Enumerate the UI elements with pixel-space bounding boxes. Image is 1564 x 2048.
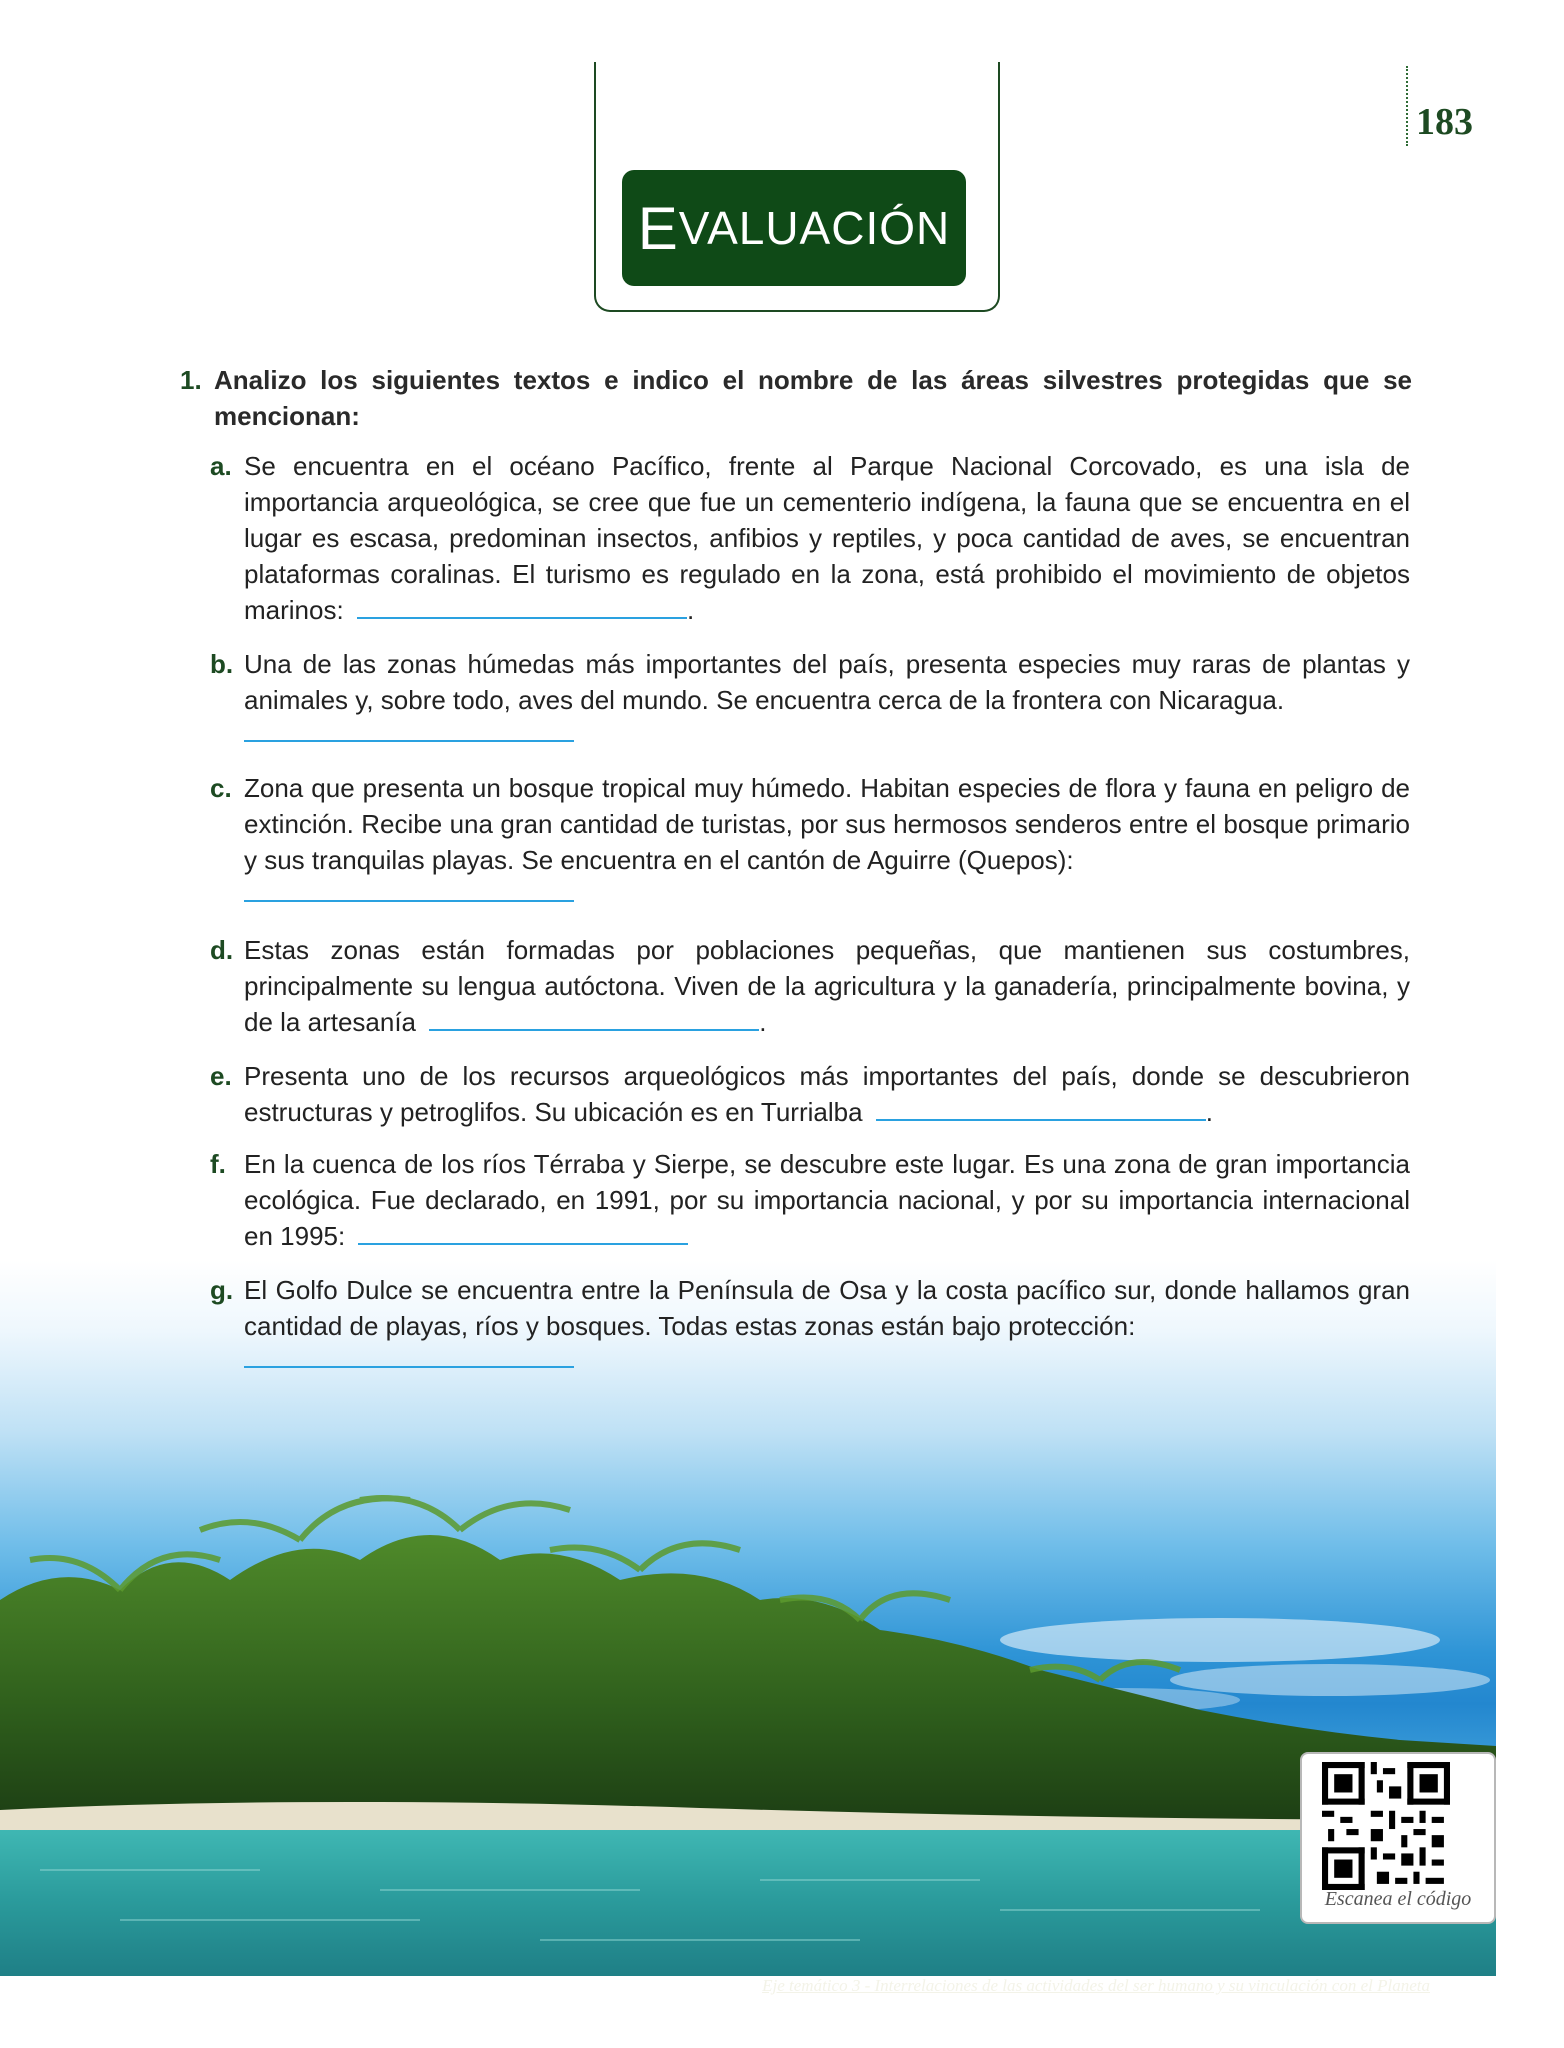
footer-theme-line: Eje temático 3 - Interrelaciones de las actividades del ser humano y su vinculación con el Planeta <box>762 1976 1430 1995</box>
section-title-rest: VALUACIÓN <box>678 202 951 254</box>
item-g <box>210 1272 1410 1368</box>
question-number: 1. <box>180 365 202 395</box>
item-body <box>244 448 1410 628</box>
item-f <box>210 1146 1410 1254</box>
item-body <box>244 932 1410 1040</box>
item-letter: b. <box>210 649 234 679</box>
qr-code-icon <box>1322 1762 1450 1890</box>
answer-blank-g[interactable] <box>244 1344 574 1368</box>
answer-blank-c[interactable] <box>244 878 574 902</box>
item-suffix: . <box>759 1007 767 1037</box>
item-letter: c. <box>210 773 232 803</box>
item-c <box>210 770 1410 902</box>
item-e <box>210 1058 1410 1130</box>
item-text: El Golfo Dulce se encuentra entre la Península de Osa y la costa pacífico sur, donde hallamos gran cantidad de playas, ríos y bosques. Todas estas zonas están bajo protección: <box>244 1275 1410 1341</box>
qr-caption: Escanea el código <box>1324 1888 1472 1910</box>
item-body <box>244 1146 1410 1254</box>
item-suffix: . <box>686 595 695 625</box>
answer-blank-e[interactable] <box>876 1095 1206 1121</box>
item-text: Se encuentra en el océano Pacífico, frente al Parque Nacional Corcovado, es una isla de importancia arqueológica, se cree que fue un cementerio indígena, la fauna que se encuentra en el lugar es escasa, predominan insectos, anfibios y reptiles, y poca cantidad de aves, se encuentran plataformas coralinas. El turismo es regulado en la zona, está prohibido el movimiento de objetos marinos: <box>244 451 1410 625</box>
answer-blank-a[interactable] <box>357 593 687 619</box>
question-text: Analizo los siguientes textos e indico el nombre de las áreas silvestres protegidas que se mencionan: <box>214 365 1412 431</box>
item-text: En la cuenca de los ríos Térraba y Sierpe, se descubre este lugar. Es una zona de gran importancia ecológica. Fue declarado, en 1991, por su importancia nacional, y por su importancia internacional en 1995: <box>244 1149 1410 1251</box>
answer-blank-f[interactable] <box>358 1219 688 1245</box>
question-1 <box>180 362 1412 434</box>
section-title-initial: E <box>637 194 679 262</box>
item-body <box>244 770 1410 902</box>
item-a <box>210 448 1410 628</box>
item-body <box>244 646 1410 742</box>
page-number: 183 <box>1416 101 1473 143</box>
page-number-rule <box>1406 66 1408 146</box>
item-d <box>210 932 1410 1040</box>
answer-blank-d[interactable] <box>429 1005 759 1031</box>
item-body <box>244 1058 1410 1130</box>
item-suffix: . <box>1205 1097 1214 1127</box>
item-letter: f. <box>210 1149 226 1179</box>
item-letter: e. <box>210 1061 232 1091</box>
item-letter: g. <box>210 1275 234 1305</box>
item-text: Estas zonas están formadas por poblaciones pequeñas, que mantienen sus costumbres, principalmente su lengua autóctona. Viven de la agricultura y la ganadería, principalmente bovina, y de la artesanía <box>244 935 1410 1037</box>
qr-code-card[interactable] <box>1300 1752 1496 1924</box>
item-letter: a. <box>210 451 232 481</box>
item-body <box>244 1272 1410 1368</box>
item-text: Presenta uno de los recursos arqueológicos más importantes del país, donde se descubrieron estructuras y petroglifos. Su ubicación es en Turrialba <box>244 1061 1410 1127</box>
answer-blank-b[interactable] <box>244 718 574 742</box>
item-letter: d. <box>210 935 234 965</box>
item-b <box>210 646 1410 742</box>
section-title <box>622 170 966 286</box>
item-text: Zona que presenta un bosque tropical muy húmedo. Habitan especies de flora y fauna en peligro de extinción. Recibe una gran cantidad de turistas, por sus hermosos senderos entre el bosque primario y sus tranquilas playas. Se encuentra en el cantón de Aguirre (Quepos): <box>244 773 1410 875</box>
item-text: Una de las zonas húmedas más importantes del país, presenta especies muy raras de plantas y animales y, sobre todo, aves del mundo. Se encuentra cerca de la frontera con Nicaragua. <box>244 649 1410 715</box>
